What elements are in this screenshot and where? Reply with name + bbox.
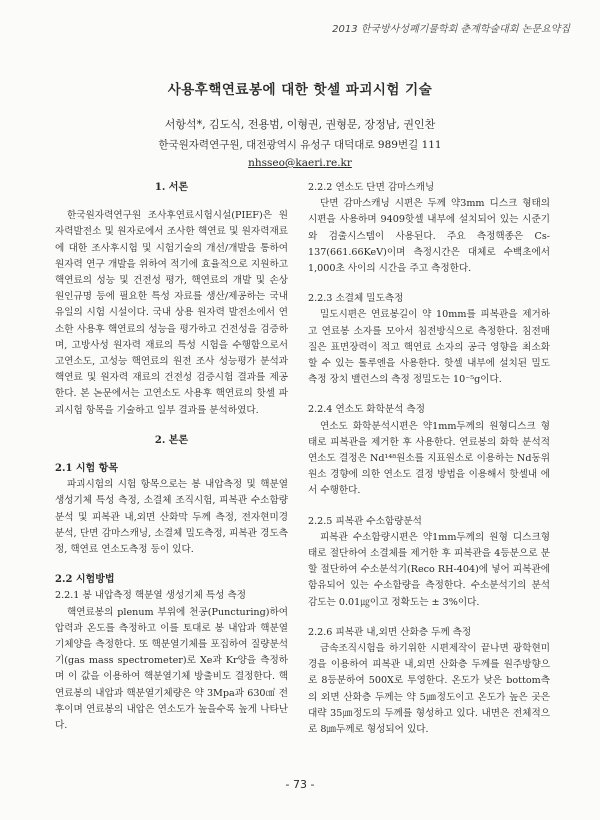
- test-items-paragraph: 파괴시험의 시험 항목으로는 봉 내압측정 및 핵분열 생성기체 특성 측정, 소결체 조직시험, 피복관 수소함량 분석 및 피복관 내,외면 산화막 두께 측정, 전자현미경 분석, 단면 감마스캐닝, 소결체 밀도측정, 피복관 경도측정, 핵연료 연소도측정 등이 있다.: [55, 479, 288, 556]
- left-column: [55, 180, 288, 734]
- paragraph-226: 금속조직시험을 하기위한 시편제작이 끝나면 광학현미경을 이용하여 피복관 내,외면 산화층 두께를 원주방향으로 8등분하여 500X로 투영한다. 온도가 낮은 bottom측의 외면 산화층 두께는 약 5㎛정도이고 온도가 높은 곳은 대략 35㎛정도의 두께를 형성하고 있다. 내면은 전체적으로 8㎛두께로 형성되어 있다.: [308, 643, 550, 736]
- intro-paragraph: 한국원자력연구원 조사후연료시험시설(PIEF)은 원자력발전소 및 원자로에서 조사한 핵연료 및 원자력재료에 대한 조사후시험 및 시험기술의 개선/개발을 통하여 원자력 연구 개발을 위하여 적기에 효율적으로 지원하고 핵연료의 성능 및 건전성 평가, 핵연료의 개발 및 손상 원인규명 등에 필요한 특성 자료를 생산/제공하는 국내 유일의 시험 시설이다. 국내 상용 원자력 발전소에서 연소한 사용후 핵연료의 성능을 평가하고 건전성을 검증하며, 고방사성 원자력 재료의 특성 시험을 수행함으로서 고연소도, 고성능 핵연료의 원전 조사 성능평가 분석과 핵연료 및 원자력 재료의 건전성 검증시험 결과를 제공 한다. 본 논문에서는 고연소도 사용후 핵연료의 핫셀 파괴시험 항목을 기술하고 일부 결과를 분석하였다.: [55, 210, 288, 416]
- right-column: [308, 180, 550, 738]
- subsection-heading-test-items: 2.1 시험 항목: [55, 463, 119, 475]
- paragraph-223: 밀도시편은 연료봉길이 약 10mm를 피복관을 제거하고 연료봉 소자를 모아서 침전방식으로 측정한다. 침전매질은 표면장력이 적고 핵연료 소자의 공극 영향을 최소화 할 수 있는 톨루엔을 사용한다. 핫셀 내부에 설치된 밀도 측정 장치 밸런스의 측정 정밀도는 10⁻⁵g이다.: [308, 309, 550, 386]
- section-heading-intro: 1. 서론: [154, 182, 189, 193]
- subsection-heading-methods: 2.2 시험방법: [55, 574, 115, 586]
- affiliation: 한국원자력연구원, 대전광역시 유성구 대덕대로 989번길 111: [158, 139, 442, 151]
- paper-title: 사용후핵연료봉에 대한 핫셀 파괴시험 기술: [167, 82, 433, 98]
- authors: 서항석*, 김도식, 전용범, 이형권, 권형문, 장정남, 권인찬: [164, 118, 436, 131]
- subsection-heading-221: 2.2.1 봉 내압측정 핵분열 생성기체 특성 측정: [55, 590, 246, 602]
- subsection-heading-225: 2.2.5 피복관 수소함량분석: [308, 515, 422, 527]
- paragraph-221: 핵연료봉의 plenum 부위에 천공(Puncturing)하여 압력과 온도를 측정하고 이를 토대로 봉 내압과 핵분열 기체양을 측정한다. 또 핵분열기체를 포집하여 질량분석기(gas mass spectrometer)로 Xe과 Kr양을 측정하며 이 값을 이용하여 핵분열기체 방출비도 결정한다. 핵연료봉의 내압과 핵분열기체량은 약 3Mpa과 630㎤ 전후이며 연료봉의 내압은 연소도가 높을수록 높게 나타난다.: [55, 606, 288, 732]
- subsection-heading-226: 2.2.6 피복관 내,외면 산화층 두께 측정: [308, 626, 472, 638]
- subsection-heading-223: 2.2.3 소결체 밀도측정: [308, 293, 404, 305]
- subsection-heading-224: 2.2.4 연소도 화학분석 측정: [308, 404, 425, 416]
- section-heading-body: 2. 본론: [154, 434, 189, 446]
- paragraph-222: 단면 감마스캐닝 시편은 두께 약3mm 디스크 형태의 시편을 사용하며 9409핫셀 내부에 설치되어 있는 시준기와 검출시스템이 사용된다. 주요 측정핵종은 Cs-137(661.66KeV)이며 측정시간은 대체로 수백초에서 1,000초 사이의 시간을 주고 측정한다.: [308, 198, 550, 275]
- paragraph-225: 피복관 수소함량시편은 약1mm두께의 원형 디스크형태로 절단하여 소결체를 제거한 후 피복관을 4등분으로 분할 절단하여 수소분석기(Reco RH-404)에 넣어 피복관에 함유되어 있는 수소함량을 측정한다. 수소분석기의 분석 감도는 0.01㎍이고 정확도는 ± 3%이다.: [308, 531, 550, 608]
- page-number: - 73 -: [285, 778, 315, 791]
- subsection-heading-222: 2.2.2 연소도 단면 감마스캐닝: [308, 182, 435, 193]
- running-head: 2013 한국방사성폐기물학회 춘계학술대회 논문요약집: [332, 24, 570, 35]
- title-block: [0, 78, 600, 169]
- email-link[interactable]: nhsseo@kaeri.re.kr: [248, 157, 352, 169]
- paragraph-224: 연소도 화학분석시편은 약1mm두께의 원형디스크 형태로 피복관을 제거한 후 사용한다. 연료봉의 화학 분석적 연소도 결정은 Nd¹⁴⁸원소를 지표원소로 이용하는 Nd동위원소 경향에 의한 연소도 결정 방법을 이용해서 핫셀내 에서 수행한다.: [308, 420, 550, 497]
